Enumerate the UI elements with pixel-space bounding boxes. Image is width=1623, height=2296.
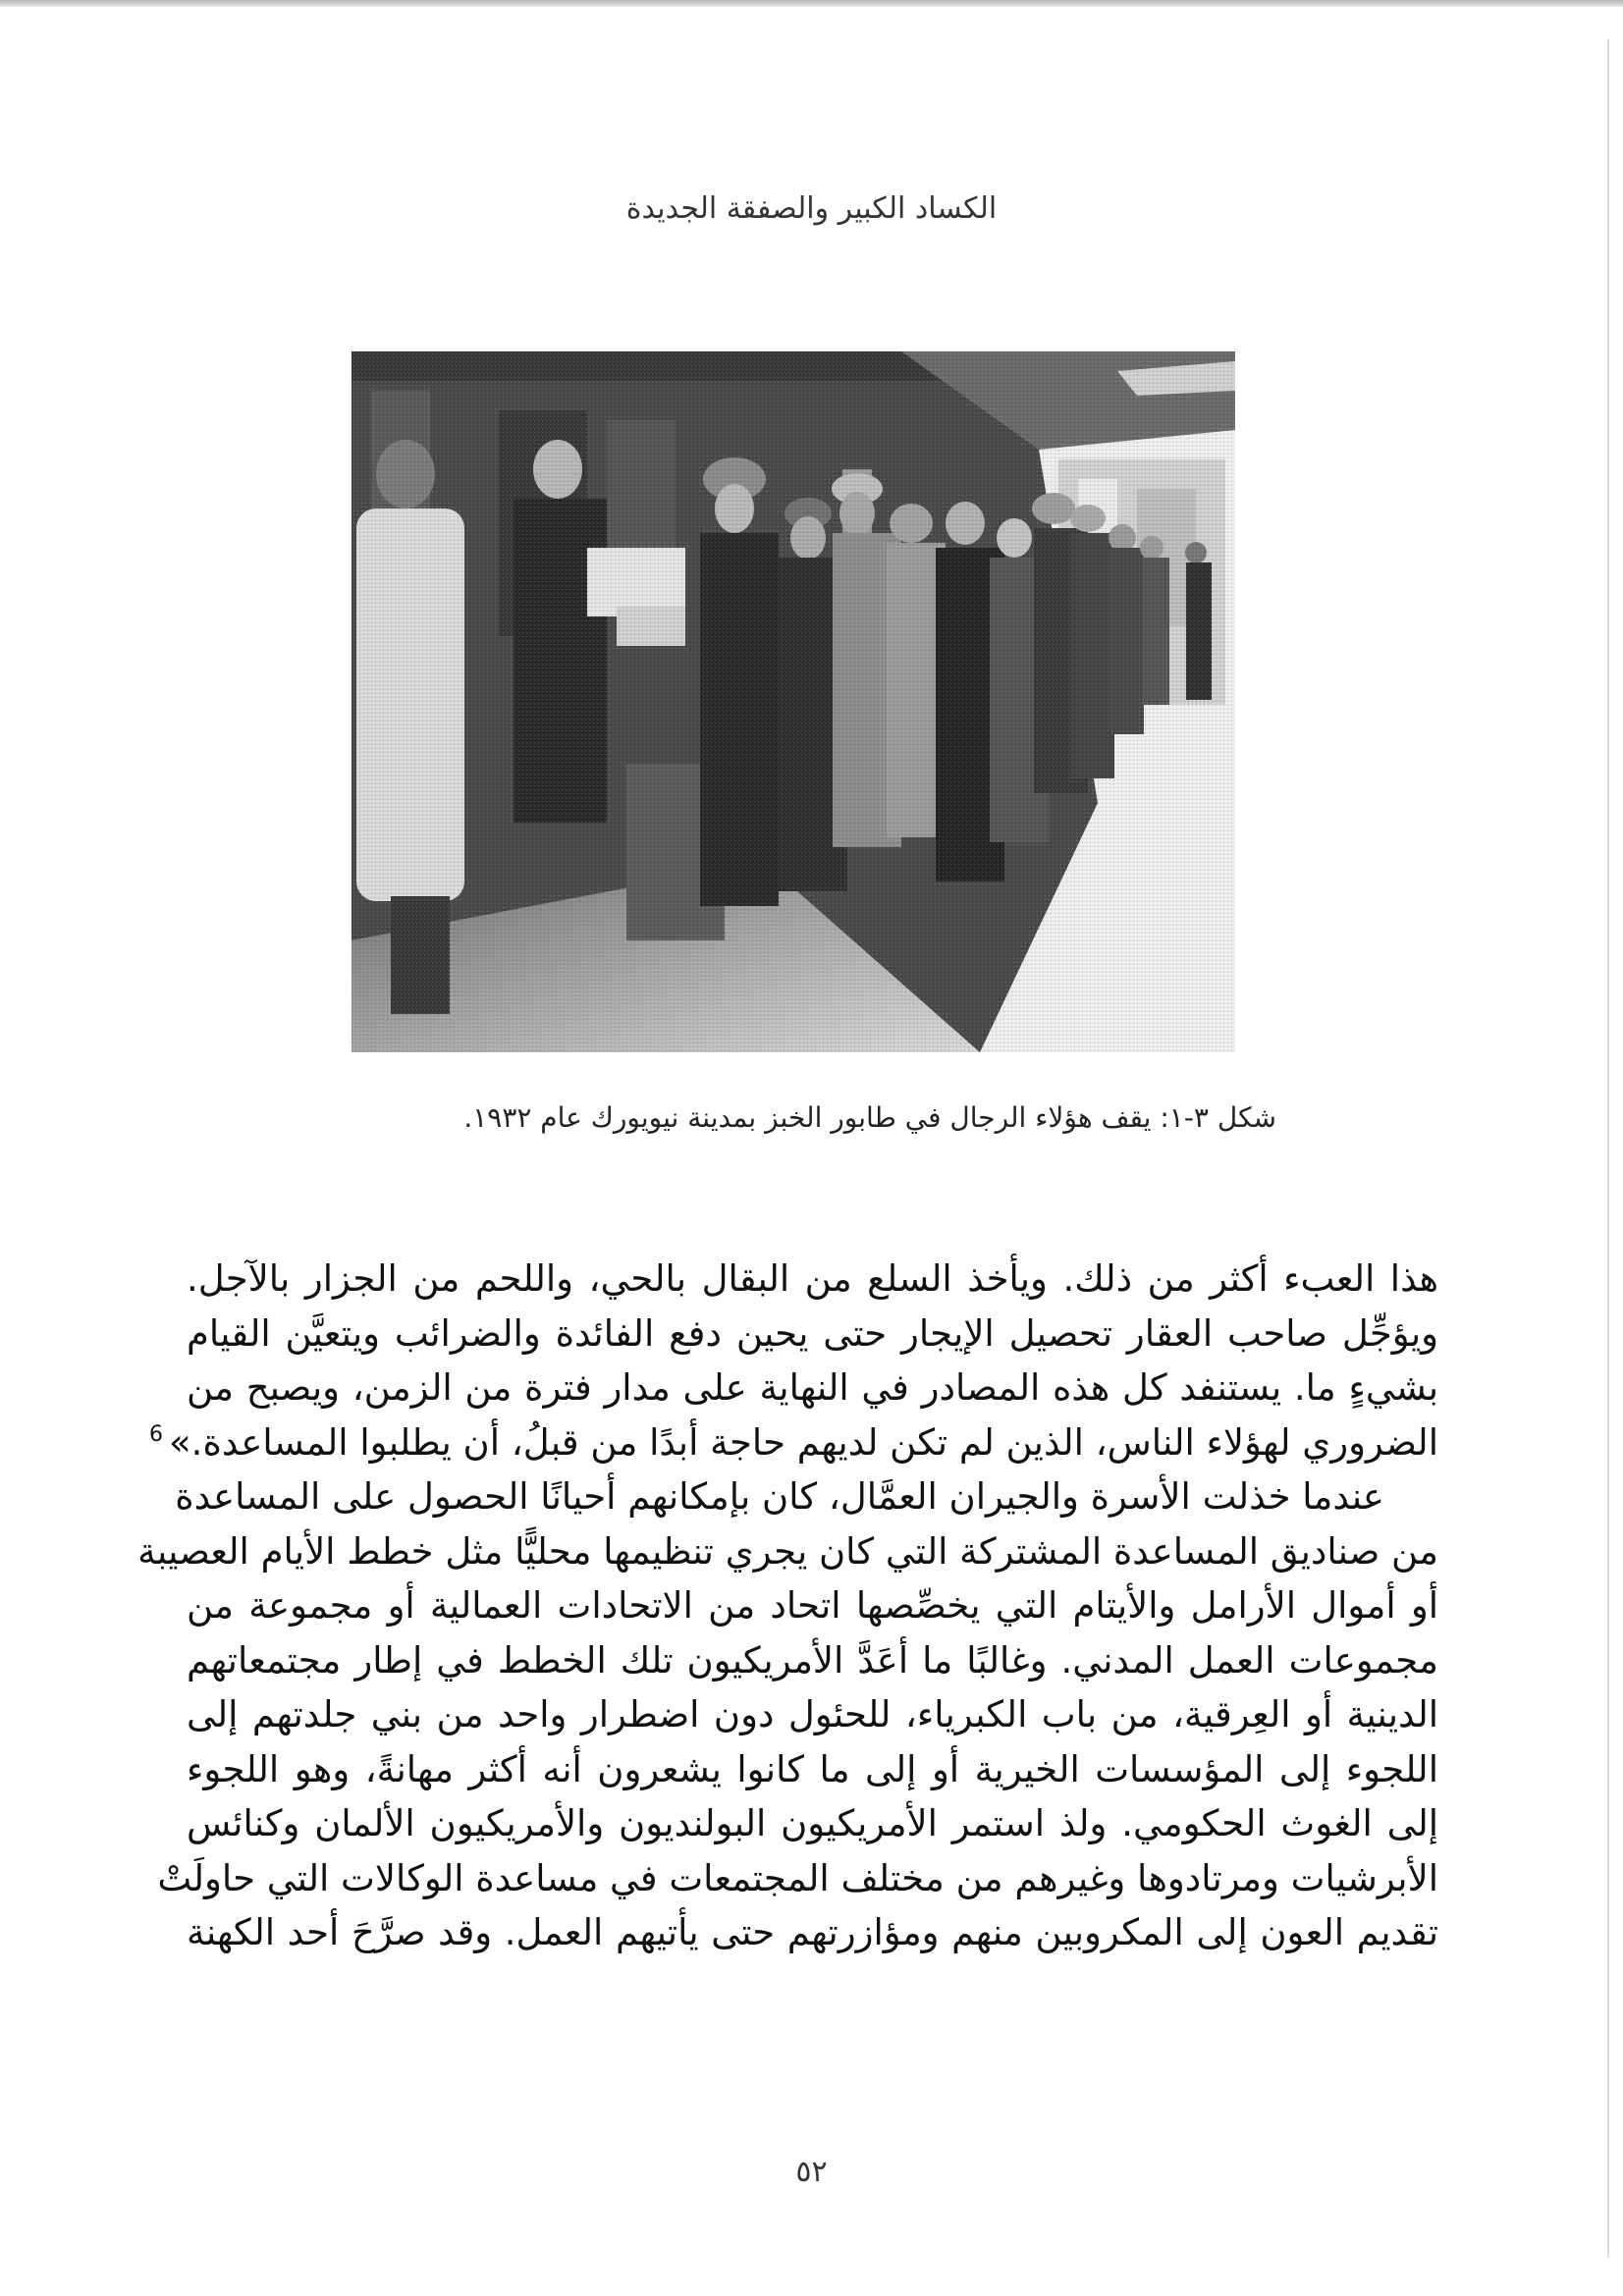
body-line-with-footnote (149, 1415, 1438, 1470)
body-line: أو أموال الأرامل والأيتام التي يخصِّصها اتحاد من الاتحادات العمالية أو مجموعة من (187, 1584, 1438, 1627)
body-line-paragraph-start: عندما خذلت الأسرة والجيران العمَّال، كان بإمكانهم أحيانًا الحصول على المساعدة (175, 1475, 1384, 1518)
running-head: الكساد الكبير والصفقة الجديدة (625, 191, 998, 226)
body-line: الدينية أو العِرقية، من باب الكبرياء، للحئول دون اضطرار واحد من بني جلدتهم إلى (187, 1693, 1438, 1735)
scan-top-edge (0, 0, 1623, 7)
body-line: من صناديق المساعدة المشتركة التي كان يجري تنظيمها محليًّا مثل خطط الأيام العصيبة (137, 1529, 1438, 1573)
scan-right-edge (1607, 39, 1609, 2258)
body-paragraphs (137, 1252, 1438, 1960)
breadline-photo-illustration (352, 351, 1235, 1052)
figure-caption: شكل ٣-١: يقف هؤلاء الرجال في طابور الخبز بمدينة نيويورك عام ١٩٣٢. (463, 1101, 1276, 1134)
body-line: هذا العبء أكثر من ذلك. ويأخذ السلع من البقال بالحي، واللحم من الجزار بالآجل. (187, 1257, 1438, 1300)
footnote-reference[interactable]: 6 (149, 1422, 164, 1448)
body-line: تقديم العون إلى المكروبين منهم ومؤازرتهم حتى يأتيهم العمل. وقد صرَّحَ أحد الكهنة (187, 1911, 1438, 1953)
body-line: ويؤجِّل صاحب العقار تحصيل الإيجار حتى يحين دفع الفائدة والضرائب ويتعيَّن القيام (187, 1311, 1438, 1355)
body-line: بشيءٍ ما. يستنفد كل هذه المصادر في النهاية على مدار فترة من الزمن، ويصبح من (187, 1366, 1438, 1409)
body-line: إلى الغوث الحكومي. ولذ استمر الأمريكيون البولنديون والأمريكيون الألمان وكنائس (187, 1802, 1438, 1844)
body-line: الأبرشيات ومرتادوها وغيرهم من مختلف المجتمعات في مساعدة الوكالات التي حاولَتْ (157, 1856, 1438, 1899)
body-line: مجموعات العمل المدني. وغالبًا ما أعَدَّ الأمريكيون تلك الخطط في إطار مجتمعاتهم (187, 1638, 1438, 1682)
page-number: ٥٢ (795, 2155, 828, 2189)
figure-photo-breadline (352, 351, 1235, 1052)
body-line-text: الضروري لهؤلاء الناس، الذين لم تكن لديهم حاجة أبدًا من قبلُ، أن يطلبوا المساعدة.» (169, 1420, 1438, 1464)
body-line: اللجوء إلى المؤسسات الخيرية أو إلى ما كانوا يشعرون أنه أكثر مهانةً، وهو اللجوء (187, 1747, 1438, 1790)
